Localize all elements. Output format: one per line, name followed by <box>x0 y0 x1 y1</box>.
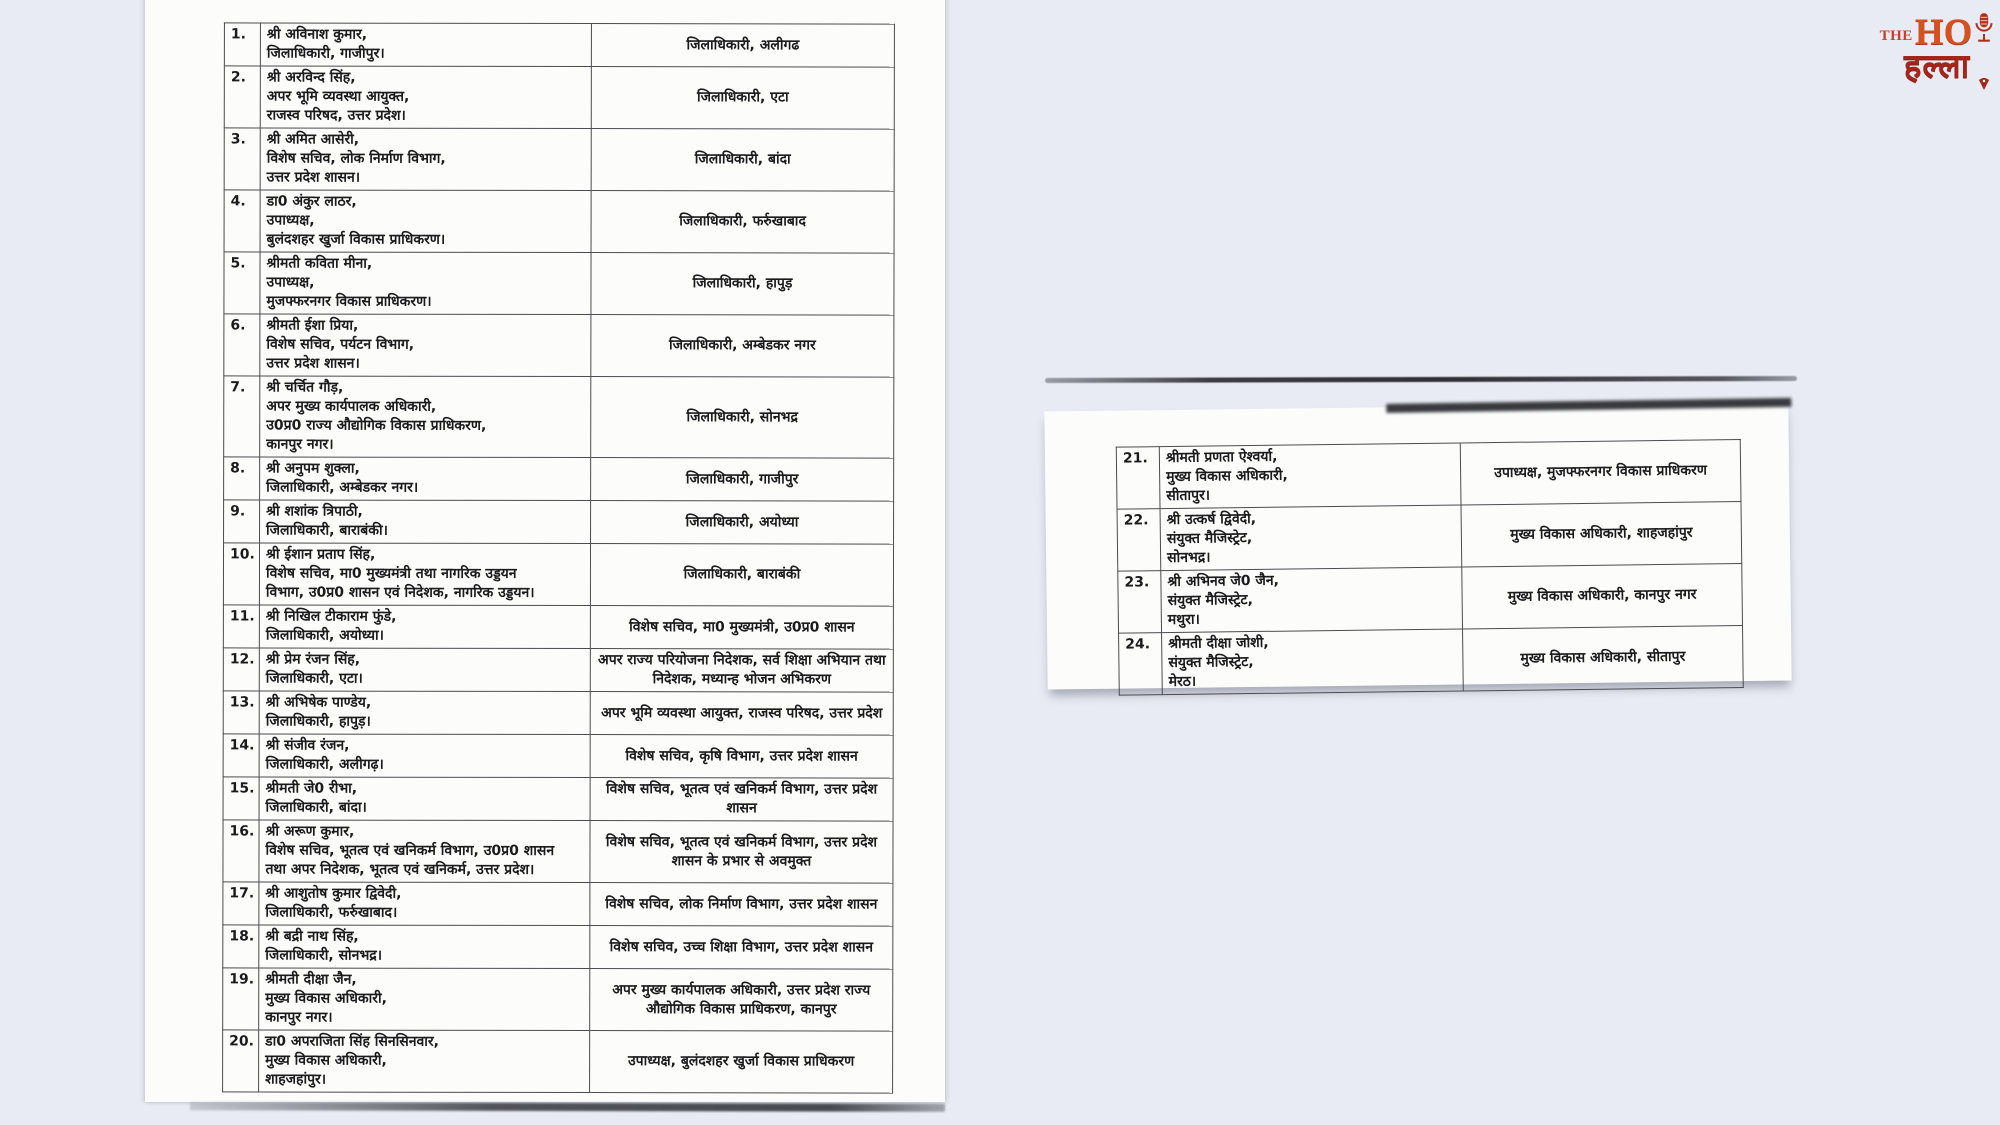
table-row <box>223 820 893 883</box>
row-number: 15. <box>223 777 259 820</box>
officer-name-cell: श्री चर्चित गौड़, अपर मुख्य कार्यपालक अधिकारी, उ0प्र0 राज्य औद्योगिक विकास प्राधिकरण, कानपुर नगर। <box>260 376 591 458</box>
officer-name-cell: श्रीमती कविता मीना, उपाध्यक्ष, मुजफ्फरनगर विकास प्राधिकरण। <box>260 252 591 315</box>
new-posting-cell: जिलाधिकारी, बाराबंकी <box>590 544 893 607</box>
new-posting-cell: जिलाधिकारी, अयोध्या <box>591 501 894 545</box>
table-row <box>224 314 894 377</box>
pen-nib-icon <box>1978 76 1990 93</box>
logo-the-text: THE <box>1879 28 1913 44</box>
new-posting-cell: अपर राज्य परियोजना निदेशक, सर्व शिक्षा अभियान तथा निदेशक, मध्यान्ह भोजन अभिकरण <box>590 649 893 693</box>
table-row <box>223 605 893 649</box>
microphone-icon <box>1974 12 1994 49</box>
page-bottom-edge-shadow <box>190 1102 945 1112</box>
officer-name-cell: श्रीमती प्रणता ऐश्वर्या, मुख्य विकास अधिकारी, सीतापुर। <box>1159 443 1461 509</box>
new-posting-cell: उपाध्यक्ष, बुलंदशहर खुर्जा विकास प्राधिकरण <box>590 1031 893 1094</box>
officer-name-cell: श्रीमती दीक्षा जोशी, संयुक्त मैजिस्ट्रेट, मेरठ। <box>1162 629 1464 695</box>
row-number: 7. <box>224 376 260 457</box>
row-number: 2. <box>224 66 260 128</box>
row-number: 5. <box>224 252 260 314</box>
officer-name-cell: श्री बद्री नाथ सिंह, जिलाधिकारी, सोनभद्र। <box>259 925 590 969</box>
new-posting-cell: उपाध्यक्ष, मुजफ्फरनगर विकास प्राधिकरण <box>1460 440 1741 505</box>
row-number: 23. <box>1118 571 1162 634</box>
table-row <box>224 66 894 129</box>
officer-name-cell: श्रीमती जे0 रीभा, जिलाधिकारी, बांदा। <box>259 777 590 821</box>
officer-name-cell: श्री अनुपम शुक्ला, जिलाधिकारी, अम्बेडकर नगर। <box>260 457 591 501</box>
new-posting-cell: जिलाधिकारी, बांदा <box>591 129 894 192</box>
table-row <box>224 23 894 67</box>
table-row <box>224 376 894 458</box>
table-row <box>223 1030 893 1093</box>
document-page-left <box>145 0 945 1102</box>
row-number: 4. <box>224 190 260 252</box>
new-posting-cell: जिलाधिकारी, सोनभद्र <box>591 377 894 459</box>
table-row <box>224 457 894 501</box>
new-posting-cell: जिलाधिकारी, एटा <box>591 67 894 130</box>
new-posting-cell: मुख्य विकास अधिकारी, सीतापुर <box>1463 626 1744 691</box>
row-number: 10. <box>223 543 259 605</box>
row-number: 16. <box>223 820 259 882</box>
table-row <box>223 777 893 821</box>
new-posting-cell: जिलाधिकारी, अलीगढ <box>591 24 894 68</box>
row-number: 20. <box>223 1030 259 1092</box>
new-posting-cell: विशेष सचिव, भूतत्व एवं खनिकर्म विभाग, उत्तर प्रदेश शासन के प्रभार से अवमुक्त <box>590 821 893 884</box>
table-row <box>1118 564 1743 634</box>
document-page-right <box>1044 402 1791 689</box>
new-posting-cell: जिलाधिकारी, फर्रुखाबाद <box>591 191 894 254</box>
row-number: 6. <box>224 314 260 376</box>
officer-name-cell: श्री संजीव रंजन, जिलाधिकारी, अलीगढ़। <box>259 734 590 778</box>
new-posting-cell: विशेष सचिव, लोक निर्माण विभाग, उत्तर प्रदेश शासन <box>590 883 893 927</box>
table-row <box>223 925 893 969</box>
row-number: 17. <box>223 882 259 925</box>
logo-hindi-text: हल्ला <box>1903 46 1971 85</box>
officer-name-cell: श्रीमती ईशा प्रिया, विशेष सचिव, पर्यटन विभाग, उत्तर प्रदेश शासन। <box>260 314 591 377</box>
officer-name-cell: श्री शशांक त्रिपाठी, जिलाधिकारी, बाराबंकी। <box>260 500 591 544</box>
officer-name-cell: श्री निखिल टीकाराम फुंडे, जिलाधिकारी, अयोध्या। <box>259 605 590 649</box>
officer-name-cell: श्री ईशान प्रताप सिंह, विशेष सचिव, मा0 मुख्यमंत्री तथा नागरिक उड्डयन विभाग, उ0प्र0 शासन एवं निदेशक, नागरिक उड्डयन। <box>259 543 590 606</box>
new-posting-cell: मुख्य विकास अधिकारी, शाहजहांपुर <box>1461 502 1742 567</box>
table-row <box>223 968 893 1031</box>
table-row <box>224 252 894 315</box>
officer-name-cell: डा0 अंकुर लाठर, उपाध्यक्ष, बुलंदशहर खुर्जा विकास प्राधिकरण। <box>260 190 591 253</box>
officer-name-cell: श्री अरविन्द सिंह, अपर भूमि व्यवस्था आयुक्त, राजस्व परिषद, उत्तर प्रदेश। <box>260 66 591 129</box>
officer-name-cell: डा0 अपराजिता सिंह सिनसिनवार, मुख्य विकास अधिकारी, शाहजहांपुर। <box>259 1030 590 1093</box>
table-row <box>223 882 893 926</box>
table-row <box>223 734 893 778</box>
table-row <box>223 543 893 606</box>
table-row <box>1119 626 1744 696</box>
row-number: 21. <box>1116 447 1160 510</box>
table-row <box>223 648 893 692</box>
row-number: 3. <box>224 128 260 190</box>
transfer-table-right <box>1116 439 1744 696</box>
new-posting-cell: विशेष सचिव, भूतत्व एवं खनिकर्म विभाग, उत्तर प्रदेश शासन <box>590 778 893 822</box>
row-number: 14. <box>223 734 259 777</box>
table-row <box>1116 440 1741 510</box>
officer-name-cell: श्री अमित आसेरी, विशेष सचिव, लोक निर्माण विभाग, उत्तर प्रदेश शासन। <box>260 128 591 191</box>
officer-name-cell: श्री अभिषेक पाण्डेय, जिलाधिकारी, हापुड़। <box>259 691 590 735</box>
row-number: 13. <box>223 691 259 734</box>
new-posting-cell: मुख्य विकास अधिकारी, कानपुर नगर <box>1462 564 1743 629</box>
new-posting-cell: विशेष सचिव, उच्च शिक्षा विभाग, उत्तर प्रदेश शासन <box>590 926 893 970</box>
new-posting-cell: जिलाधिकारी, अम्बेडकर नगर <box>591 315 894 378</box>
table-row <box>224 190 894 253</box>
row-number: 1. <box>224 23 260 66</box>
sheet-edge-line <box>1045 376 1797 383</box>
new-posting-cell: जिलाधिकारी, गाजीपुर <box>591 458 894 502</box>
row-number: 8. <box>224 457 260 500</box>
officer-name-cell: श्री उत्कर्ष द्विवेदी, संयुक्त मैजिस्ट्रेट, सोनभद्र। <box>1160 505 1462 571</box>
logo-ho-text: HO <box>1914 12 1973 53</box>
new-posting-cell: विशेष सचिव, मा0 मुख्यमंत्री, उ0प्र0 शासन <box>590 606 893 650</box>
officer-name-cell: श्री आशुतोष कुमार द्विवेदी, जिलाधिकारी, फर्रुखाबाद। <box>259 882 590 926</box>
transfer-table-left <box>222 22 895 1093</box>
row-number: 24. <box>1119 633 1163 696</box>
officer-name-cell: श्री प्रेम रंजन सिंह, जिलाधिकारी, एटा। <box>259 648 590 692</box>
table-row <box>224 128 894 191</box>
row-number: 22. <box>1117 509 1161 572</box>
officer-name-cell: श्रीमती दीक्षा जैन, मुख्य विकास अधिकारी, कानपुर नगर। <box>259 968 590 1031</box>
new-posting-cell: विशेष सचिव, कृषि विभाग, उत्तर प्रदेश शासन <box>590 735 893 779</box>
officer-name-cell: श्री अरूण कुमार, विशेष सचिव, भूतत्व एवं खनिकर्म विभाग, उ0प्र0 शासन तथा अपर निदेशक, भूतत्व एवं खनिकर्म, उत्तर प्रदेश। <box>259 820 590 883</box>
new-posting-cell: अपर भूमि व्यवस्था आयुक्त, राजस्व परिषद, उत्तर प्रदेश <box>590 692 893 736</box>
table-row <box>224 500 894 544</box>
row-number: 12. <box>223 648 259 691</box>
row-number: 9. <box>224 500 260 543</box>
table-row <box>1117 502 1742 572</box>
table-row <box>223 691 893 735</box>
row-number: 11. <box>223 605 259 648</box>
row-number: 18. <box>223 925 259 968</box>
officer-name-cell: श्री अभिनव जे0 जैन, संयुक्त मैजिस्ट्रेट, मथुरा। <box>1161 567 1463 633</box>
row-number: 19. <box>223 968 259 1030</box>
officer-name-cell: श्री अविनाश कुमार, जिलाधिकारी, गाजीपुर। <box>260 23 591 67</box>
channel-logo <box>1878 12 1996 93</box>
new-posting-cell: अपर मुख्य कार्यपालक अधिकारी, उत्तर प्रदेश राज्य औद्योगिक विकास प्राधिकरण, कानपुर <box>590 969 893 1032</box>
page-top-corner-shadow <box>1386 398 1791 413</box>
new-posting-cell: जिलाधिकारी, हापुड़ <box>591 253 894 316</box>
